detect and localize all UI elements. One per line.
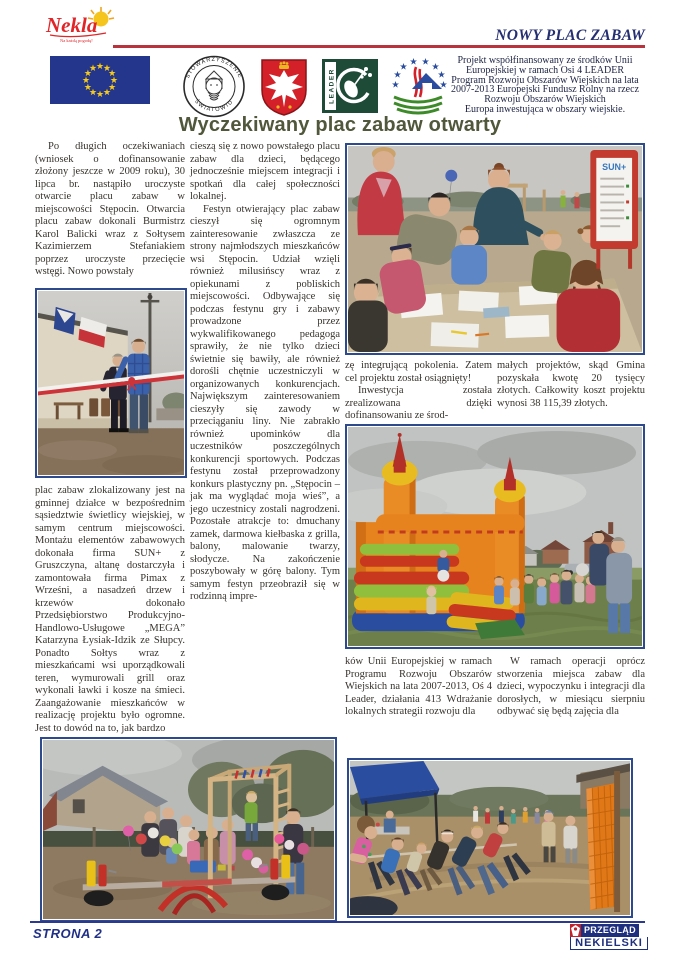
swiatowid-seal-logo [182, 55, 246, 118]
paragraph: plac zabaw zlokalizowany jest na gminnej działce w bezpośrednim sąsiedztwie świetlicy wiejskiej, w samym centrum miejscowości. Montażu elementów zabawowych dokonała firma SUN+ z Gruszczyna, altanę dostarczyła i zamontowała firma Pimax z Wrześni, a nasadzeń drzew i krzewów dokonało Przedsiębiorstwo Produkcyjno-Handlowo-Usługowe „MEGA” Katarzyna Łysiak-Idzik ze Słupcy. Ponadto Sołtys wraz z mieszkańcami wsi uporządkowali teren, wymurowali grill oraz wykonali ławki i kosze na śmieci. Zaangażowanie mieszkańców w realizację projektu było ogromne. Jest to dowód na to, jak bardzo [35, 485, 185, 734]
photo-bouncy-castle [345, 424, 645, 649]
nekla-logo [44, 5, 118, 45]
funding-line: Europejskiej w ramach Osi 4 LEADER [465, 64, 625, 76]
crest-icon [570, 924, 581, 937]
brand-name-top: PRZEGLĄD [581, 924, 639, 937]
paragraph: zę integrującą pokolenia. Zatem cel projektu został osiągnięty! [345, 360, 492, 384]
paragraph: Po długich oczekiwaniach (wniosek o dofinansowanie złożony jeszcze w 2009 roku), 30 lipca br. nastąpiło uroczyste otwarcie placu zabaw w miejscowości Stępocin. Otwarcia placu zabaw dokonali Burmistrz Karol Balicki wraz z Sołtysem Kazimierzem Stefaniakiem poprzez uroczyste przecięcie wstęgi. Nowo powstały [35, 141, 185, 277]
leader-label: LEADER [328, 68, 336, 104]
photo-tug-of-war [347, 758, 633, 918]
przeglad-nekielski-logo [570, 924, 648, 950]
sun-board-label: SUN+ [602, 161, 627, 172]
article-column-1a [35, 141, 185, 279]
page-title: NOWY PLAC ZABAW [495, 27, 645, 44]
wielkopolska-crest-logo [258, 57, 310, 117]
masthead-rule [113, 45, 645, 48]
eu-flag-logo [50, 56, 150, 104]
swiatowid-text-top: STOWARZYSZENIE [184, 56, 244, 80]
paragraph: W ramach operacji oprócz stworzenia miejsca zabaw dla dzieci, wypoczynku i integracji dla dorosłych, w miesiącu sierpniu odbywać się będą zajęcia dla [497, 656, 645, 717]
paragraph: Festyn otwierający plac zabaw cieszył się ogromnym zainteresowanie zwłaszcza ze strony najmłodszych mieszkańców wsi Stępocin. Udział wzięli również milusińscy wraz z opiekunami z pobliskich miejscowości. Odbywające się podczas festynu gry i zabawy prowadzone przez wykwalifikowanego pedagoga sprawiły, że nie tylko dzieci świetnie się bawiły, ale również dorośli chętnie uczestniczyli w organizowanych konkurencjach. Największym zainteresowaniem cieszyły się zawody w przeciąganiu liny. Nie zabrakło również upominków dla uczestników poszczególnych konkurencji sportowych. Podczas festynu został przeprowadzony konkurs plastyczny pn. „Stępocin – jak ma wyglądać moja wieś”, a jego uczestnicy zostali nagrodzeni. Pozostałe atrakcje to: dmuchany zamek, darmowa kiełbaska z grilla, balony, malowanie twarzy, słodycze. Na zakończenie poszybowały w górę balony. Tym samym festyn przeobraził się w rodzinną impre- [190, 203, 340, 602]
photo-kids-drawing [345, 143, 645, 355]
photo-ribbon-cutting [35, 288, 187, 478]
nekla-logo-text: Nekla [46, 13, 98, 37]
funding-line: 2007-2013 Europejski Fundusz Rolny na rzecz [450, 84, 640, 96]
funding-line: Program Rozwoju Obszarów Wiejskich na lata [451, 74, 639, 86]
brand-name-bottom: NEKIELSKI [570, 937, 648, 950]
funding-line: Europa inwestująca w obszary wiejskie. [464, 103, 626, 115]
paragraph: cieszą się z nowo powstałego placu zabaw dla dzieci, będącego jednocześnie miejscem integracji i spotkań dla całej społeczności lokalnej. [190, 141, 340, 202]
article-column-2 [190, 141, 340, 604]
article-column-1b [35, 485, 185, 735]
article-column-3a [345, 360, 492, 423]
swiatowid-text-bottom: ŚWIATOWID [192, 98, 236, 114]
page-number: STRONA 2 [33, 926, 103, 941]
paragraph: małych projektów, skąd Gmina pozyskała kwotę 20 tysięcy złotych. Całkowity koszt projektu wynosi 38 115,39 złotych. [497, 360, 645, 409]
article-column-4a [497, 360, 645, 410]
funding-line: Rozwoju Obszarów Wiejskich [484, 94, 606, 106]
funding-line: Projekt współfinansowany ze środków Unii [457, 55, 633, 66]
paragraph: Inwestycja została zrealizowana dzięki dofinansowaniu ze środ- [345, 385, 492, 421]
nekla-tagline: Na każdą pogodę! [60, 38, 93, 43]
article-headline: Wyczekiwany plac zabaw otwarty [178, 114, 502, 136]
leader-logo [322, 59, 378, 113]
paragraph: ków Unii Europejskiej w ramach Programu Rozwoju Obszarów Wiejskich na lata 2007-2013, Oś 4 Leader, działania 413 Wdrażanie lokalnych strategii rozwoju dla [345, 656, 492, 717]
footer-rule [30, 921, 645, 923]
funding-statement [428, 56, 662, 115]
photo-playground-seesaw [40, 737, 337, 922]
article-column-3b [345, 656, 492, 719]
article-column-4b [497, 656, 645, 719]
